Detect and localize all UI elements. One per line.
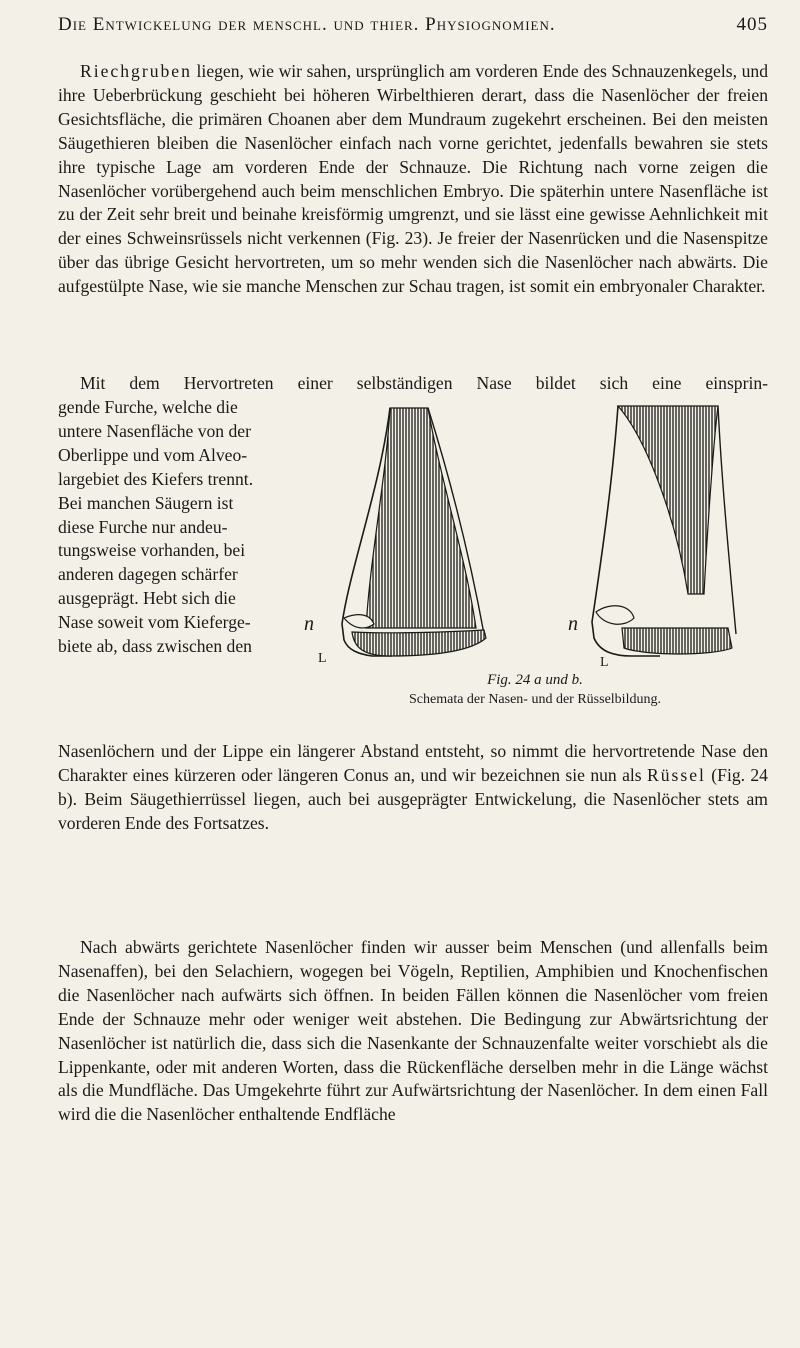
label-n-a: n bbox=[304, 613, 314, 635]
figure-a-drawing bbox=[342, 408, 486, 656]
side-line: Oberlippe und vom Alveo- bbox=[58, 444, 248, 465]
paragraph-3 bbox=[58, 936, 768, 1127]
side-line: ausgeprägt. Hebt sich die bbox=[58, 588, 236, 609]
side-line: largebiet des Kiefers trennt. bbox=[58, 468, 254, 489]
side-line: biete ab, dass zwischen den bbox=[58, 636, 252, 657]
paragraph-2-continued bbox=[58, 740, 768, 836]
running-head-title: Die Entwickelung der menschl. und thier. Physiognomien. bbox=[58, 14, 556, 35]
side-line: untere Nasenfläche von der bbox=[58, 420, 251, 441]
page-number: 405 bbox=[736, 14, 768, 35]
term-ruessel: Rüssel bbox=[647, 764, 706, 785]
term-riechgruben: Riechgruben bbox=[80, 61, 192, 81]
label-L-b: L bbox=[600, 655, 609, 670]
paragraph-1-text: liegen, wie wir sahen, ursprünglich am vorderen Ende des Schnauzenkegels, und ihre Ueberbrückung geschieht bei höheren Wirbelthieren derart, dass die Nasenlöcher der freien Gesichtsfläche, die primären Choanen aber dem Mundraum zugekehrt erscheinen. Bei den meisten Säugethieren bleiben die Nasenlöcher einfach nach vorne gerichtet, jedenfalls bewahren sie stets ihre typische Lage am vorderen Ende der Schnauze. Die Richtung nach vorne zeigen die Nasenlöcher vorübergehend auch beim menschlichen Embryo. Die späterhin untere Nasenfläche ist zu der Zeit sehr breit und beinahe kreisförmig umgrenzt, und sie lässt eine gewisse Aehnlichkeit mit der eines Schweinsrüssels nicht verkennen (Fig. 23). Je freier der Nasenrücken und die Nasenspitze über das übrige Gesicht hervortreten, um so mehr wenden sich die Nasenlöcher nach abwärts. Die aufgestülpte Nase, wie sie manche Menschen zur Schau tragen, ist somit ein embryonaler Charakter. bbox=[58, 61, 768, 297]
figure-24 bbox=[300, 398, 770, 678]
side-line: tungsweise vorhanden, bei bbox=[58, 540, 246, 561]
paragraph-3-text: Nach abwärts gerichtete Nasenlöcher finden wir ausser beim Menschen (und allenfalls beim Nasenaffen), bei den Selachiern, wogegen bei Vögeln, Reptilien, Amphibien und Knochenfischen die Nasenlöcher nach aufwärts sich öffnen. In beiden Fällen können die Nasenlöcher vom freien Ende der Schnauze mehr oder weniger weit abstehen. Die Bedingung zur Abwärtsrichtung der Nasenlöcher ist natürlich die, dass sich die Nasenkante der Schnauzenfalte weiter vorschiebt als die Lippenkante, oder mit anderen Worten, dass die Rückenfläche derselben mehr in die Länge wächst als die Mundfläche. Das Umgekehrte führt zur Aufwärtsrichtung der Nasenlöcher. In dem einen Fall wird die die Nasenlöcher enthaltende Endfläche bbox=[58, 937, 768, 1125]
side-line: anderen dagegen schärfer bbox=[58, 564, 238, 585]
paragraph-2-text-a: Nasenlöchern und der Lippe ein längerer Abstand entsteht, so nimmt die hervortretende Nase den Charakter eines kürzeren oder längeren Conus an, und wir bezeichnen sie nun als bbox=[58, 741, 768, 785]
label-L-a: L bbox=[318, 651, 327, 666]
paragraph-2-line-1: Mit dem Hervortreten einer selbständigen Nase bildet sich eine einsprin- bbox=[80, 373, 768, 393]
paragraph-2-side-column bbox=[58, 396, 296, 659]
figure-caption bbox=[300, 670, 770, 710]
figure-caption-subtitle: Schemata der Nasen- und der Rüsselbildung. bbox=[409, 692, 661, 707]
paragraph-2-first-line bbox=[58, 372, 768, 396]
side-line: Nase soweit vom Kieferge- bbox=[58, 612, 251, 633]
side-line: gende Furche, welche die bbox=[58, 397, 238, 417]
nose-schemata-illustration bbox=[300, 398, 770, 670]
paragraph-2-text-b: (Fig. 24 b). Beim Säugethierrüssel liegen, auch bei ausgeprägter Entwickelung, die Nasenlöcher stets am vorderen Ende des Fortsatzes. bbox=[58, 764, 768, 833]
side-line: diese Furche nur andeu- bbox=[58, 516, 228, 537]
figure-b-drawing bbox=[592, 406, 736, 656]
running-head bbox=[58, 14, 768, 36]
label-n-b: n bbox=[568, 613, 578, 635]
figure-caption-title: Fig. 24 a und b. bbox=[487, 672, 583, 688]
side-line: Bei manchen Säugern ist bbox=[58, 492, 234, 513]
paragraph-1 bbox=[58, 60, 768, 299]
